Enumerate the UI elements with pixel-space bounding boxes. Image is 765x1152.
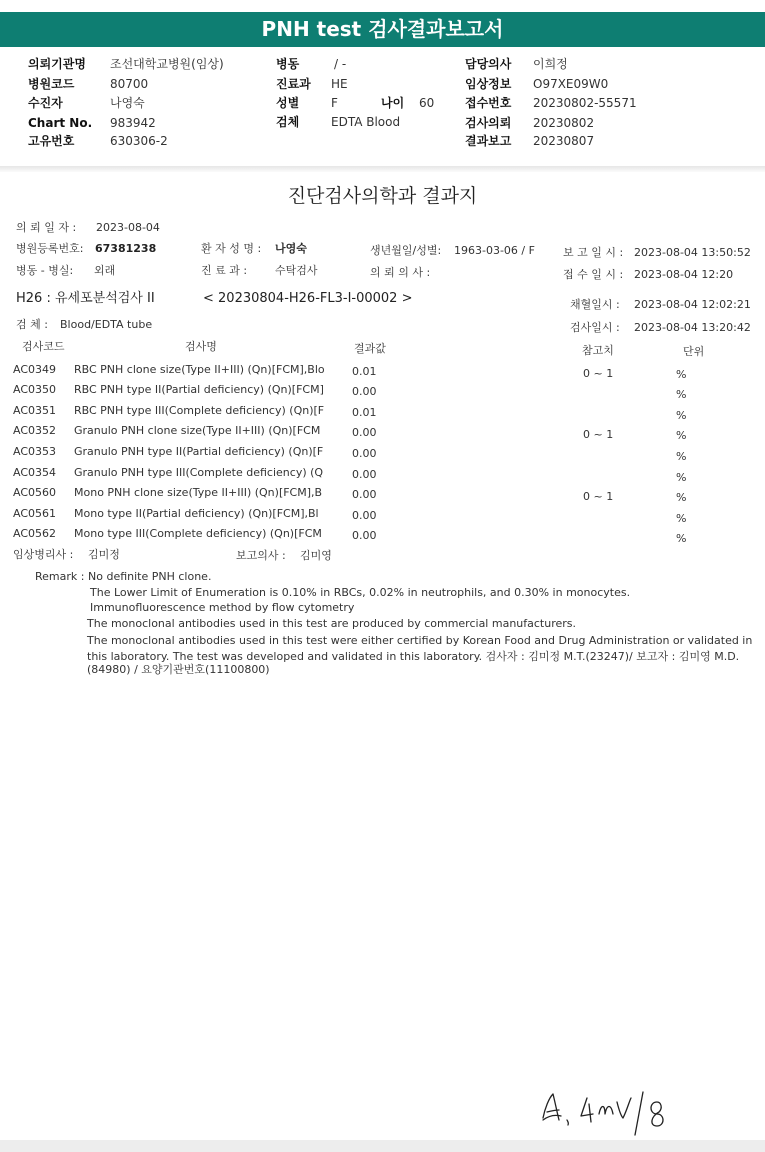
patient-name-value: 나영숙 [275,242,307,255]
row-result: 0.00 [352,385,377,398]
remark-line: The monoclonal antibodies used in this test are produced by commercial manufacturers. [87,617,577,630]
report-date-label: 보 고 일 시 : [563,246,624,259]
row-code: AC0562 [13,527,57,540]
test-date-label: 검사일시 : [570,321,620,334]
result-report-label: 결과보고 [465,134,512,148]
remark-line: No definite PNH clone. [88,570,212,583]
document-title: 진단검사의학과 결과지 [287,185,478,207]
hospital-reg-label: 병원등록번호: [16,242,84,255]
dob-value: 1963-03-06 / F [454,244,535,257]
ward-label: 병동 [276,57,300,71]
receipt-no-label: 접수번호 [465,96,512,110]
hospital-name-label: 의뢰기관명 [28,57,86,71]
row-unit: % [676,532,687,545]
report-title-bar [0,12,765,47]
hospital-code-label: 병원코드 [28,77,75,91]
reporter-label: 보고의사 : [236,549,286,562]
row-unit: % [676,491,687,504]
row-code: AC0351 [13,404,57,417]
section-code: < 20230804-H26-FL3-I-00002 > [203,291,413,306]
request-date-value-2: 2023-08-04 [96,221,160,234]
row-name: Granulo PNH clone size(Type II+III) (Qn)[FCM [74,424,321,437]
row-name: Granulo PNH type II(Partial deficiency) (Qn)[F [74,445,324,458]
collect-date-value: 2023-08-04 12:02:21 [634,298,751,311]
specimen-value-2: Blood/EDTA tube [60,318,153,331]
row-result: 0.00 [352,468,377,481]
dept-label: 진료과 [276,77,311,91]
dob-label: 생년월일/성별: [370,244,442,257]
physician-value: 이희정 [533,57,568,71]
section-title: H26 : 유세포분석검사 II [16,291,155,306]
reporter-value: 김미영 [300,549,332,562]
row-result: 0.00 [352,426,377,439]
collect-date-label: 채혈일시 : [570,298,620,311]
specimen-label: 검체 [276,115,300,129]
col-header-code: 검사코드 [22,340,65,353]
row-result: 0.00 [352,488,377,501]
specimen-value: EDTA Blood [331,115,401,129]
row-name: Mono PNH clone size(Type II+III) (Qn)[FCM],B [74,486,323,499]
row-unit: % [676,471,687,484]
row-name: RBC PNH type III(Complete deficiency) (Qn)[F [74,404,325,417]
receipt-date-value: 2023-08-04 12:20 [634,268,734,281]
ward-value: / - [334,57,347,71]
col-header-result: 결과값 [354,342,386,355]
row-code: AC0352 [13,424,57,437]
hospital-reg-value: 67381238 [95,242,157,255]
row-unit: % [676,429,687,442]
pathologist-value: 김미정 [88,548,120,561]
ward-room-value: 외래 [94,264,116,277]
handwritten-signature [535,1080,705,1140]
row-code: AC0350 [13,383,57,396]
pathologist-label: 임상병리사 : [13,548,74,561]
remark-line: (84980) / 요양기관번호(11100800) [87,663,270,676]
dept-value-2: 수탁검사 [275,264,318,277]
row-unit: % [676,368,687,381]
bottom-strip [0,1140,765,1152]
report-title: PNH test 검사결과보고서 [261,17,504,41]
row-unit: % [676,388,687,401]
specimen-label-2: 검 체 : [16,318,48,331]
physician-label: 담당의사 [465,57,512,71]
row-code: AC0349 [13,363,57,376]
requesting-doctor-label: 의 뢰 의 사 : [370,266,431,279]
remark-line: The Lower Limit of Enumeration is 0.10% in RBCs, 0.02% in neutrophils, and 0.30% in monocytes. [90,586,631,599]
age-label: 나이 [381,96,405,110]
request-date-value: 20230802 [533,116,595,130]
hospital-code-value: 80700 [110,77,149,91]
receipt-date-label: 접 수 일 시 : [563,268,624,281]
row-result: 0.00 [352,529,377,542]
dept-value: HE [331,77,348,91]
row-name: RBC PNH type II(Partial deficiency) (Qn)[FCM] [74,383,324,396]
clinical-info-value: O97XE09W0 [533,77,609,91]
row-code: AC0561 [13,507,57,520]
chart-no-label: Chart No. [28,116,93,130]
row-reference: 0 ~ 1 [583,490,614,503]
remark-label: Remark : [35,570,85,583]
row-code: AC0354 [13,466,57,479]
ward-room-label: 병동 - 병실: [16,264,74,277]
unique-id-label: 고유번호 [28,134,75,148]
result-report-value: 20230807 [533,134,595,148]
chart-no-value: 983942 [110,116,156,130]
row-unit: % [676,409,687,422]
row-name: Granulo PNH type III(Complete deficiency) (Q [74,466,324,479]
report-date-value: 2023-08-04 13:50:52 [634,246,751,259]
row-reference: 0 ~ 1 [583,428,614,441]
row-result: 0.01 [352,406,377,419]
patient-value: 나영숙 [110,96,145,110]
test-date-value: 2023-08-04 13:20:42 [634,321,751,334]
remark-line: this laboratory. The test was developed and validated in this laboratory. 검사자 : 김미정 M.T.(23247)/ 보고자 : 김미영 M.D. [87,650,740,663]
row-unit: % [676,512,687,525]
col-header-reference: 참고치 [582,344,614,357]
patient-name-label: 환 자 성 명 : [201,242,262,255]
row-result: 0.00 [352,447,377,460]
row-code: AC0560 [13,486,57,499]
age-value: 60 [419,96,435,110]
request-date-label: 검사의뢰 [465,116,512,130]
unique-id-value: 630306-2 [110,134,168,148]
remark-line: Immunofluorescence method by flow cytometry [90,601,355,614]
sex-label: 성별 [276,96,300,110]
row-unit: % [676,450,687,463]
section-divider [0,166,765,172]
row-code: AC0353 [13,445,57,458]
remark-line: The monoclonal antibodies used in this test were either certified by Korean Food and Drug Administration or validated in [87,634,753,647]
row-name: Mono type II(Partial deficiency) (Qn)[FCM],Bl [74,507,319,520]
row-name: RBC PNH clone size(Type II+III) (Qn)[FCM],Blo [74,363,325,376]
row-result: 0.01 [352,365,377,378]
patient-label: 수진자 [28,96,63,110]
clinical-info-label: 임상정보 [465,77,512,91]
receipt-no-value: 20230802-55571 [533,96,637,110]
row-result: 0.00 [352,509,377,522]
hospital-name-value: 조선대학교병원(임상) [110,57,224,71]
col-header-unit: 단위 [683,345,705,358]
request-date-label-2: 의 뢰 일 자 : [16,221,77,234]
sex-value: F [331,96,338,110]
col-header-name: 검사명 [185,340,217,353]
row-name: Mono type III(Complete deficiency) (Qn)[FCM [74,527,322,540]
dept-label-2: 진 료 과 : [201,264,248,277]
row-reference: 0 ~ 1 [583,367,614,380]
